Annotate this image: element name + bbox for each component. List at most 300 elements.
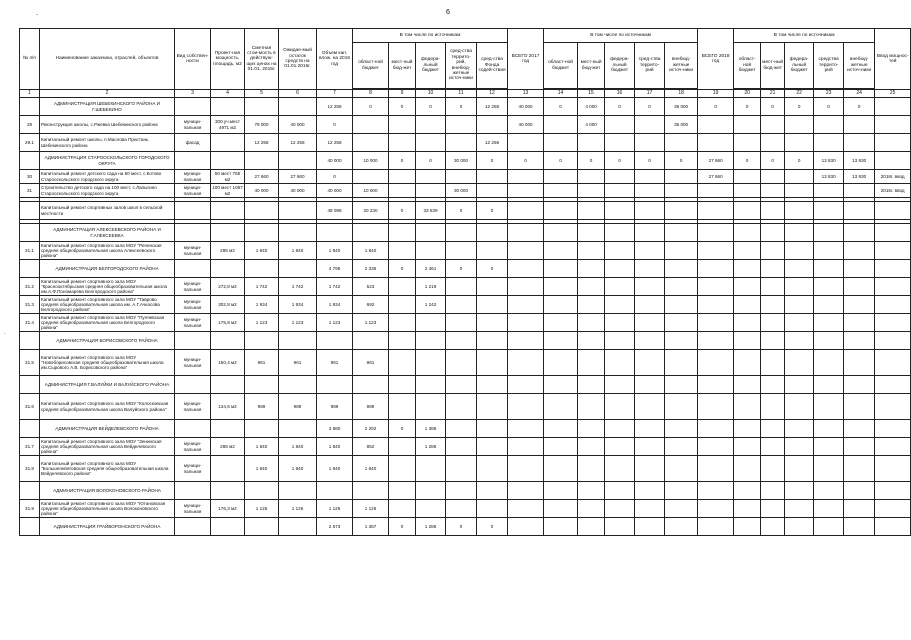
value-cell <box>814 350 844 376</box>
value-cell <box>761 184 785 198</box>
value-cell <box>477 438 508 456</box>
empty-cell <box>211 420 245 438</box>
value-cell: 0 <box>761 98 785 116</box>
value-cell: 0 <box>389 202 416 220</box>
value-cell <box>389 438 416 456</box>
object-row <box>20 242 911 260</box>
object-name: Капитальный ремонт спортивного зала МОУ "Новоборисовская средняя общеобразовательная школа им.Сырового А.В. Борисовского района" <box>40 350 175 376</box>
value-cell <box>875 202 911 220</box>
row-number <box>20 420 40 438</box>
value-cell <box>698 518 734 536</box>
value-cell <box>635 296 665 314</box>
value-cell <box>734 438 761 456</box>
value-cell <box>844 456 875 482</box>
value-cell: 523 <box>353 278 389 296</box>
value-cell <box>353 224 389 242</box>
value-cell <box>211 456 245 482</box>
value-cell <box>734 296 761 314</box>
object-name: Капитальный ремонт школы, п.Маслова Пристань Шебекинского района <box>40 134 175 152</box>
value-cell <box>416 170 446 184</box>
section-row <box>20 98 911 116</box>
value-cell <box>578 332 605 350</box>
value-cell <box>211 134 245 152</box>
value-cell <box>761 202 785 220</box>
value-cell: 50 мест 755 м2 <box>211 170 245 184</box>
column-number: 21 <box>761 90 785 98</box>
value-cell <box>785 134 814 152</box>
empty-cell <box>279 420 317 438</box>
value-cell: 0 <box>785 152 814 170</box>
value-cell: 4 795 <box>317 260 353 278</box>
row-number: 31.2 <box>20 278 40 296</box>
value-cell <box>698 116 734 134</box>
section-row <box>20 224 911 242</box>
value-cell: 0 <box>665 152 698 170</box>
subheader-cell: област-ной бюджет <box>544 43 578 89</box>
value-cell: 27 660 <box>245 170 279 184</box>
object-row <box>20 184 911 198</box>
value-cell: 10 000 <box>353 152 389 170</box>
value-cell <box>698 482 734 500</box>
value-cell: 1 123 <box>245 314 279 332</box>
section-title: АДМИНИСТРАЦИЯ ШЕБЕКИНСКОГО РАЙОНА И Г.ШЕБЕКИНО <box>40 98 175 116</box>
value-cell: 0 <box>446 518 477 536</box>
empty-cell <box>279 224 317 242</box>
value-cell <box>389 224 416 242</box>
value-cell <box>446 224 477 242</box>
value-cell <box>544 314 578 332</box>
value-cell <box>508 500 544 518</box>
value-cell <box>578 184 605 198</box>
value-cell <box>875 456 911 482</box>
value-cell: 0 <box>734 152 761 170</box>
value-cell <box>605 242 635 260</box>
value-cell <box>508 260 544 278</box>
value-cell <box>416 456 446 482</box>
value-cell: 852 <box>353 438 389 456</box>
value-cell: 1 288 <box>416 518 446 536</box>
subheader-cell: мест-ный бюд-жет <box>389 43 416 89</box>
value-cell <box>875 332 911 350</box>
value-cell: 1 126 <box>245 500 279 518</box>
investment-table <box>19 28 911 536</box>
value-cell <box>698 456 734 482</box>
column-number: 6 <box>279 90 317 98</box>
value-cell <box>605 394 635 420</box>
empty-cell <box>211 202 245 220</box>
value-cell <box>875 242 911 260</box>
value-cell <box>844 394 875 420</box>
value-cell <box>416 242 446 260</box>
value-cell <box>875 260 911 278</box>
value-cell: 0 <box>389 518 416 536</box>
value-cell <box>734 456 761 482</box>
value-cell <box>814 500 844 518</box>
value-cell <box>353 116 389 134</box>
value-cell: 27 660 <box>279 170 317 184</box>
section-title: АДМИНИСТРАЦИЯ БОРИСОВСКОГО РАЙОНА <box>40 332 175 350</box>
value-cell <box>875 278 911 296</box>
empty-cell <box>175 332 211 350</box>
value-cell <box>761 420 785 438</box>
value-cell <box>665 456 698 482</box>
value-cell <box>508 350 544 376</box>
object-name: Капитальный ремонт спортивного зала МОУ "Пуляевская средняя общеобразовательная школа Белгородского района" <box>40 314 175 332</box>
value-cell <box>389 350 416 376</box>
value-cell <box>814 116 844 134</box>
subheader-cell: мест-ный бюд-жет <box>761 43 785 89</box>
row-number: 31.6 <box>20 394 40 420</box>
value-cell <box>698 184 734 198</box>
value-cell: 175,8 м2 <box>211 314 245 332</box>
value-cell <box>416 116 446 134</box>
value-cell <box>761 438 785 456</box>
value-cell <box>635 242 665 260</box>
ownership-cell: муници-пальная <box>175 296 211 314</box>
value-cell <box>416 134 446 152</box>
object-name: Капитальный ремонт детского сада на 50 мест, с.Котово Старооскольского городского округа <box>40 170 175 184</box>
value-cell <box>665 438 698 456</box>
value-cell <box>446 116 477 134</box>
value-cell: 0 <box>477 202 508 220</box>
section-title: АДМИНИСТРАЦИЯ ГРАЙВОРОНСКОГО РАЙОНА <box>40 518 175 536</box>
value-cell: 1 742 <box>279 278 317 296</box>
row-number <box>20 482 40 500</box>
value-cell <box>665 184 698 198</box>
empty-cell <box>245 98 279 116</box>
section-row <box>20 260 911 278</box>
value-cell <box>734 518 761 536</box>
value-cell <box>698 278 734 296</box>
value-cell: 176,3 м2 <box>211 500 245 518</box>
value-cell <box>389 314 416 332</box>
value-cell <box>665 170 698 184</box>
value-cell <box>578 500 605 518</box>
empty-cell <box>211 518 245 536</box>
value-cell: 1 742 <box>317 278 353 296</box>
object-name: Капитальный ремонт спортивного зала МОУ "Репенская средняя общеобразовательная школа Алексеевского района" <box>40 242 175 260</box>
object-name: Капитальный ремонт спортивного зала МОУ "Колосковская средняя общеобразовательная школа Валуйского района" <box>40 394 175 420</box>
value-cell <box>761 170 785 184</box>
value-cell <box>785 500 814 518</box>
value-cell <box>761 134 785 152</box>
value-cell <box>761 482 785 500</box>
value-cell <box>446 394 477 420</box>
value-cell: 40 000 <box>245 184 279 198</box>
value-cell: 1 123 <box>317 314 353 332</box>
header-cell: ВСЕГО 2018 год <box>698 29 734 90</box>
value-cell: 40 000 <box>508 116 544 134</box>
value-cell: 1 219 <box>416 278 446 296</box>
value-cell <box>734 350 761 376</box>
value-cell <box>698 242 734 260</box>
subheader-cell: област-ной бюджет <box>353 43 389 89</box>
empty-cell <box>211 482 245 500</box>
value-cell <box>734 376 761 394</box>
value-cell <box>605 278 635 296</box>
value-cell <box>875 350 911 376</box>
empty-cell <box>175 98 211 116</box>
value-cell <box>635 456 665 482</box>
value-cell <box>578 134 605 152</box>
row-number <box>20 518 40 536</box>
ownership-cell: муници-пальная <box>175 242 211 260</box>
value-cell <box>544 500 578 518</box>
row-number: 31.8 <box>20 456 40 482</box>
value-cell <box>785 456 814 482</box>
section-row <box>20 202 911 220</box>
value-cell: 1 840 <box>245 242 279 260</box>
value-cell: 1 126 <box>279 500 317 518</box>
value-cell <box>761 314 785 332</box>
value-cell: 2 335 <box>353 260 389 278</box>
value-cell: 36 000 <box>665 116 698 134</box>
commissioning-cell: 2016г. ввод <box>875 184 911 198</box>
value-cell <box>785 170 814 184</box>
value-cell: 961 <box>317 350 353 376</box>
value-cell <box>734 224 761 242</box>
subheader-cell: внебюд-жетные источ-ники <box>665 43 698 89</box>
value-cell <box>814 278 844 296</box>
value-cell <box>635 482 665 500</box>
value-cell <box>446 500 477 518</box>
empty-cell <box>245 518 279 536</box>
value-cell: 13 830 <box>814 170 844 184</box>
empty-cell <box>245 224 279 242</box>
value-cell <box>578 456 605 482</box>
empty-cell <box>245 332 279 350</box>
value-cell <box>635 116 665 134</box>
empty-cell <box>245 202 279 220</box>
column-number: 5 <box>245 90 279 98</box>
value-cell <box>734 242 761 260</box>
value-cell <box>477 314 508 332</box>
column-number: 1 <box>20 90 40 98</box>
column-number: 22 <box>785 90 814 98</box>
value-cell <box>698 224 734 242</box>
value-cell: 692 <box>353 296 389 314</box>
row-number: 31.5 <box>20 350 40 376</box>
table-header <box>20 29 911 98</box>
value-cell <box>875 394 911 420</box>
value-cell <box>508 456 544 482</box>
section-row <box>20 376 911 394</box>
value-cell <box>844 438 875 456</box>
object-row <box>20 116 911 134</box>
value-cell <box>605 314 635 332</box>
value-cell <box>814 242 844 260</box>
value-cell: 12 258 <box>317 134 353 152</box>
value-cell <box>416 482 446 500</box>
value-cell <box>605 350 635 376</box>
value-cell <box>578 202 605 220</box>
value-cell <box>785 420 814 438</box>
header-cell: В том числе по источникам <box>353 29 508 43</box>
value-cell <box>477 116 508 134</box>
value-cell <box>605 438 635 456</box>
value-cell: 288 м2 <box>211 438 245 456</box>
column-number: 17 <box>635 90 665 98</box>
value-cell <box>665 242 698 260</box>
value-cell <box>761 376 785 394</box>
value-cell <box>814 202 844 220</box>
value-cell: 989 <box>353 394 389 420</box>
value-cell <box>635 332 665 350</box>
empty-cell <box>279 152 317 170</box>
column-number: 18 <box>665 90 698 98</box>
value-cell: 12 258 <box>245 134 279 152</box>
value-cell <box>814 134 844 152</box>
value-cell <box>544 332 578 350</box>
value-cell: 2 461 <box>416 260 446 278</box>
value-cell <box>734 184 761 198</box>
value-cell <box>508 420 544 438</box>
value-cell: 1 388 <box>416 420 446 438</box>
object-row <box>20 394 911 420</box>
value-cell: 1 288 <box>416 438 446 456</box>
value-cell <box>734 500 761 518</box>
value-cell <box>446 350 477 376</box>
section-title: АДМИНИСТРАЦИЯ СТАРООСКОЛЬСКОГО ГОРОДСКОГО ОКРУГА <box>40 152 175 170</box>
value-cell <box>734 420 761 438</box>
value-cell <box>508 482 544 500</box>
section-row <box>20 482 911 500</box>
value-cell <box>317 332 353 350</box>
value-cell <box>605 202 635 220</box>
value-cell <box>761 456 785 482</box>
value-cell <box>844 224 875 242</box>
value-cell <box>875 134 911 152</box>
value-cell: 1 840 <box>245 438 279 456</box>
value-cell <box>734 394 761 420</box>
empty-cell <box>175 224 211 242</box>
value-cell: 1 934 <box>317 296 353 314</box>
value-cell <box>875 518 911 536</box>
value-cell: 961 <box>279 350 317 376</box>
value-cell <box>416 332 446 350</box>
value-cell <box>508 314 544 332</box>
value-cell <box>814 420 844 438</box>
value-cell <box>446 134 477 152</box>
value-cell: 3 680 <box>317 420 353 438</box>
value-cell <box>446 376 477 394</box>
value-cell: 33 539 <box>416 202 446 220</box>
value-cell: 0 <box>477 260 508 278</box>
value-cell <box>875 116 911 134</box>
section-row <box>20 332 911 350</box>
commissioning-cell: 2018г. ввод <box>875 170 911 184</box>
value-cell <box>477 482 508 500</box>
value-cell <box>353 134 389 152</box>
subheader-cell: мест-ный бюд-жет <box>578 43 605 89</box>
row-number <box>20 98 40 116</box>
value-cell <box>544 420 578 438</box>
header-cell: Объем кап. влож. на 2016 год <box>317 29 353 90</box>
column-number: 15 <box>578 90 605 98</box>
value-cell <box>785 518 814 536</box>
value-cell <box>446 420 477 438</box>
value-cell: 40 000 <box>317 152 353 170</box>
value-cell <box>477 394 508 420</box>
object-row <box>20 456 911 482</box>
empty-cell <box>211 224 245 242</box>
value-cell <box>544 224 578 242</box>
empty-cell <box>245 152 279 170</box>
row-number <box>20 152 40 170</box>
subheader-cell: сред-ства террито-рий <box>635 43 665 89</box>
row-number: 31 <box>20 184 40 198</box>
value-cell <box>875 482 911 500</box>
header-cell: Вид собствен-ности <box>175 29 211 90</box>
value-cell <box>734 278 761 296</box>
value-cell <box>785 350 814 376</box>
row-number <box>20 224 40 242</box>
value-cell: 0 <box>446 260 477 278</box>
value-cell <box>508 224 544 242</box>
column-number: 16 <box>605 90 635 98</box>
value-cell <box>635 134 665 152</box>
value-cell <box>665 332 698 350</box>
ownership-cell: фасад <box>175 134 211 152</box>
subheader-cell: федера-льный бюджет <box>605 43 635 89</box>
value-cell <box>477 350 508 376</box>
value-cell: 1 242 <box>416 296 446 314</box>
value-cell: 0 <box>605 152 635 170</box>
value-cell <box>635 260 665 278</box>
section-title: АДМИНИСТРАЦИЯ БЕЛГОРОДСКОГО РАЙОНА <box>40 260 175 278</box>
value-cell <box>446 438 477 456</box>
value-cell <box>875 152 911 170</box>
value-cell <box>698 420 734 438</box>
value-cell: 27 660 <box>698 170 734 184</box>
value-cell: 1 126 <box>317 500 353 518</box>
value-cell <box>761 260 785 278</box>
value-cell <box>814 376 844 394</box>
object-name: Реконструкция школы, с.Ржевка Шебекинского района <box>40 116 175 134</box>
value-cell <box>814 332 844 350</box>
value-cell: 0 <box>698 98 734 116</box>
row-number <box>20 202 40 220</box>
value-cell <box>508 202 544 220</box>
value-cell <box>544 296 578 314</box>
ownership-cell: муници-пальная <box>175 170 211 184</box>
value-cell <box>508 134 544 152</box>
header-cell: ВСЕГО 2017 год <box>508 29 544 90</box>
value-cell <box>389 376 416 394</box>
value-cell <box>605 332 635 350</box>
section-row <box>20 420 911 438</box>
value-cell: 1 934 <box>245 296 279 314</box>
value-cell <box>544 134 578 152</box>
value-cell <box>875 438 911 456</box>
value-cell <box>635 224 665 242</box>
value-cell: 0 <box>416 98 446 116</box>
empty-cell <box>279 518 317 536</box>
value-cell: 48 098 <box>317 202 353 220</box>
value-cell <box>635 376 665 394</box>
value-cell: 0 <box>446 98 477 116</box>
value-cell <box>785 438 814 456</box>
value-cell <box>635 278 665 296</box>
value-cell <box>875 314 911 332</box>
column-number: 2 <box>40 90 175 98</box>
empty-cell <box>279 260 317 278</box>
value-cell <box>785 224 814 242</box>
value-cell <box>544 518 578 536</box>
value-cell: 1 840 <box>353 242 389 260</box>
value-cell <box>508 296 544 314</box>
value-cell: 0 <box>635 98 665 116</box>
